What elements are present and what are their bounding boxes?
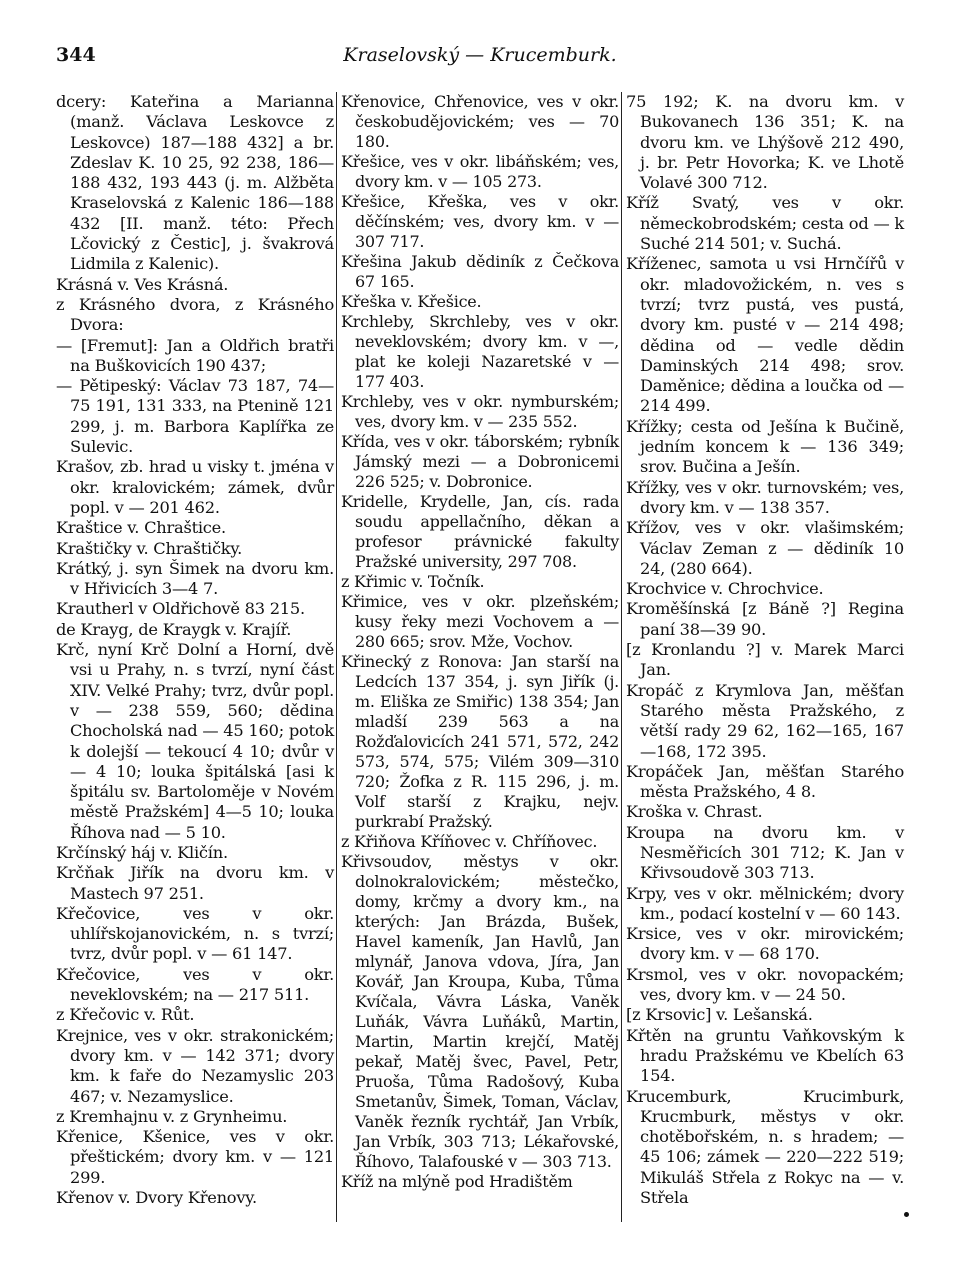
index-entry: Krčňak Jiřík na dvoru km. v Mastech 97 251. bbox=[56, 863, 334, 903]
index-entry: Kridelle, Krydelle, Jan, cís. rada soudu appellačního, děkan a profesor právnické fakulty Pražské university, 297 708. bbox=[341, 492, 619, 571]
index-entry: Křešice, ves v okr. libáňském; ves, dvory km. v — 105 273. bbox=[341, 152, 619, 191]
index-entry: Křížov, ves v okr. vlašimském; Václav Zeman z — dědiník 10 24, (280 664). bbox=[626, 518, 904, 578]
index-entry: Křimice, ves v okr. plzeňském; kusy řeky mezi Vochovem a — 280 665; srov. Mže, Vochov. bbox=[341, 592, 619, 651]
index-entry: — [Fremut]: Jan a Oldřich bratři na Buškovicích 190 437; bbox=[56, 335, 334, 375]
index-entry: — Pětipeský: Václav 73 187, 74—75 191, 131 333, na Ptenině 121 299, j. m. Barbora Kaplířka ze Sulevic. bbox=[56, 376, 334, 457]
index-entry: Kroměšínská [z Báně ?] Regina paní 38—39 90. bbox=[626, 599, 904, 639]
index-column-2 bbox=[341, 92, 619, 1192]
index-entry: Krejnice, ves v okr. strakonickém; dvory km. v — 142 371; dvory km. k faře do Nezamyslic 203 467; v. Nezamyslice. bbox=[56, 1025, 334, 1106]
index-entry: Křída, ves v okr. táborském; rybník Jámský mezi — a Dobronicemi 226 525; v. Dobronice. bbox=[341, 432, 619, 491]
index-entry: Křížky; cesta od Ješína k Bučině, jedním koncem k — 136 349; srov. Bučina a Ješín. bbox=[626, 416, 904, 477]
index-entry: Krčínský háj v. Kličín. bbox=[56, 842, 228, 862]
index-entry: Kroška v. Chrast. bbox=[626, 802, 763, 822]
index-entry: z Křiňova Kříňovec v. Chříňovec. bbox=[341, 832, 598, 851]
index-entry: Krucemburk, Krucimburk, Krucmburk, městys v okr. chotěbořském, n. s hradem; — 45 106; zámek — 220—222 519; Mikuláš Střela z Rokyc na — v. Střela bbox=[626, 1086, 904, 1208]
index-entry: 75 192; K. na dvoru km. v Bukovanech 136 351; K. na dvoru km. ve Lhýšově 212 490, j. br. Petr Hovorka; K. ve Lhotě Volavé 300 712. bbox=[626, 92, 904, 193]
index-entry: Křivsoudov, městys v okr. dolnokralovickém; městečko, domy, krčmy a dvory km., na kterých: Jan Brázda, Bušek, Havel kameník, Jan Havlů, Jan mlynář, Janova vdova, Jíra, Jan Kovář, Jan Kroupa, Kuba, Tůma Kvíčala, Vávra Láska, Vaněk Luňák, Vávra Luňáků, Martin, Martin, Martin krejčí, Matěj pekař, Matěj švec, Pavel, Petr, Pruoša, Tůma Radošový, Kuba Smetanův, Šimek, Toman, Václav, Vaněk řezník rychtář, Jan Vrbík, Jan Vrbík, 303 713; Lékařovské, Říhovo, Talafouské v — 303 713. bbox=[341, 852, 619, 1171]
index-column-3 bbox=[626, 92, 904, 1208]
index-entry: Krochvice v. Chrochvice. bbox=[626, 579, 824, 599]
index-entry: Kropáč z Krymlova Jan, měšťan Starého města Pražského, z větší rady 29 62, 162—165, 167—168, 172 395. bbox=[626, 680, 904, 761]
index-entry: Křešice, Křeška, ves v okr. děčínském; ves, dvory km. v — 307 717. bbox=[341, 192, 619, 251]
index-entry: Kraštice v. Chraštice. bbox=[56, 518, 226, 538]
index-entry: z Krásného dvora, z Krásného Dvora: bbox=[56, 294, 334, 335]
index-entry: Kroupa na dvoru km. v Nesměřicích 301 712; K. Jan v Křivsoudově 303 713. bbox=[626, 822, 904, 883]
index-entry: Kříženec, samota u vsi Hrnčířů v okr. mladovožickém, n. ves s tvrzí; tvrz pustá, ves pustá, dvory km. pusté v — 214 498; dědina od — vedle dědin Daminských 214 498; srov. Daměnice; dědina a loučka od — 214 499. bbox=[626, 254, 904, 416]
index-entry: Kříž na mlýně pod Hradištěm bbox=[341, 1172, 573, 1191]
index-entry: [z Kronlandu ?] v. Marek Marci Jan. bbox=[626, 640, 904, 680]
index-entry: Krsmol, ves v okr. novopackém; ves, dvory km. v — 24 50. bbox=[626, 964, 904, 1005]
page-number: 344 bbox=[56, 44, 96, 66]
index-entry: Křinecký z Ronova: Jan starší na Ledcích 137 354, j. syn Jiřík (j. m. Eliška ze Smiřic) 138 354; Jan mladší 239 563 a na Rožďalovicích 241 571, 572, 242 573, 574, 575; Vilém 309—310 720; Žofka z R. 115 296, j. m. Volf starší z Krajku, nejv. purkrabí Pražský. bbox=[341, 652, 619, 831]
index-entry: Krautherl v Oldřichově 83 215. bbox=[56, 599, 305, 619]
index-entry: Krchleby, ves v okr. nymburském; ves, dvory km. v — 235 552. bbox=[341, 392, 619, 431]
index-entry: de Krayg, de Kraygk v. Krajíř. bbox=[56, 619, 292, 639]
index-entry: Křížky, ves v okr. turnovském; ves, dvory km. v — 138 357. bbox=[626, 477, 904, 517]
index-entry: Krásná v. Ves Krásná. bbox=[56, 274, 229, 294]
index-column-1 bbox=[56, 92, 334, 1208]
index-entry: z Křimic v. Točník. bbox=[341, 572, 485, 591]
index-entry: Křenice, Kšenice, ves v okr. přeštickém; dvory km. v — 121 299. bbox=[56, 1127, 334, 1187]
index-entry: Křečovice, ves v okr. neveklovském; na — 217 511. bbox=[56, 964, 334, 1005]
index-entry: Krchleby, Skrchleby, ves v okr. neveklovském; dvory km. v —, plat ke koleji Nazaretské v — 177 403. bbox=[341, 312, 619, 391]
index-entry: dcery: Kateřina a Marianna (manž. Václava Leskovce z Leskovce) 187—188 432] a br. Zdeslav K. 10 25, 92 238, 186—188 432, 193 443 (j. m. Alžběta Kraselovská z Kalenic 186—188 432 [II. manž. této: Přech Lčovický z Čestic], j. švakrová Lidmila z Kalenic). bbox=[56, 92, 334, 274]
index-entry: z Kremhajnu v. z Grynheimu. bbox=[56, 1106, 288, 1126]
index-entry: Krašov, zb. hrad u visky t. jména v okr. kralovickém; zámek, dvůr popl. v — 201 462. bbox=[56, 457, 334, 517]
index-entry: Krátký, j. syn Šimek na dvoru km. v Hřivicích 3—4 7. bbox=[56, 558, 334, 599]
index-entry: z Křečovic v. Růt. bbox=[56, 1005, 195, 1025]
index-entry: Křečovice, ves v okr. uhlířskojanovickém, n. s tvrzí; tvrz, dvůr popl. v — 61 147. bbox=[56, 903, 334, 964]
column-rule-right bbox=[621, 92, 622, 1222]
index-entry: Křtěn na gruntu Vaňkovským k hradu Pražskému ve Kbelích 63 154. bbox=[626, 1025, 904, 1086]
index-entry: Kraštičky v. Chraštičky. bbox=[56, 538, 243, 558]
index-entry: Křenov v. Dvory Křenovy. bbox=[56, 1188, 257, 1208]
index-entry: Krč, nyní Krč Dolní a Horní, dvě vsi u Prahy, n. s tvrzí, nyní část XIV. Velké Prahy; tvrz, dvůr popl. v — 238 559, 560; dědina Chocholská nad — 45 160; potok k dolejší — tekoucí 4 10; dvůr v — 4 10; louka špitálská [asi k špitálu sv. Bartoloměje v Novém městě Pražském] 4—5 10; louka Říhova nad — 5 10. bbox=[56, 640, 334, 842]
end-mark bbox=[904, 1212, 909, 1217]
index-entry: Kříž Svatý, ves v okr. německobrodském; cesta od — k Suché 214 501; v. Suchá. bbox=[626, 193, 904, 254]
index-entry: [z Krsovic] v. Lešanská. bbox=[626, 1005, 813, 1025]
running-head: Kraselovský — Krucemburk. bbox=[343, 44, 617, 66]
index-entry: Křešina Jakub dědiník z Čečkova 67 165. bbox=[341, 252, 619, 291]
column-rule-left bbox=[336, 92, 337, 1222]
index-entry: Kropáček Jan, měšťan Starého města Pražského, 4 8. bbox=[626, 761, 904, 802]
index-entry: Křenovice, Chřenovice, ves v okr. českobudějovickém; ves — 70 180. bbox=[341, 92, 619, 151]
index-entry: Krsice, ves v okr. mirovickém; dvory km. v — 68 170. bbox=[626, 924, 904, 964]
index-entry: Krpy, ves v okr. mělnickém; dvory km., podací kostelní v — 60 143. bbox=[626, 883, 904, 923]
index-entry: Křeška v. Křešice. bbox=[341, 292, 482, 311]
